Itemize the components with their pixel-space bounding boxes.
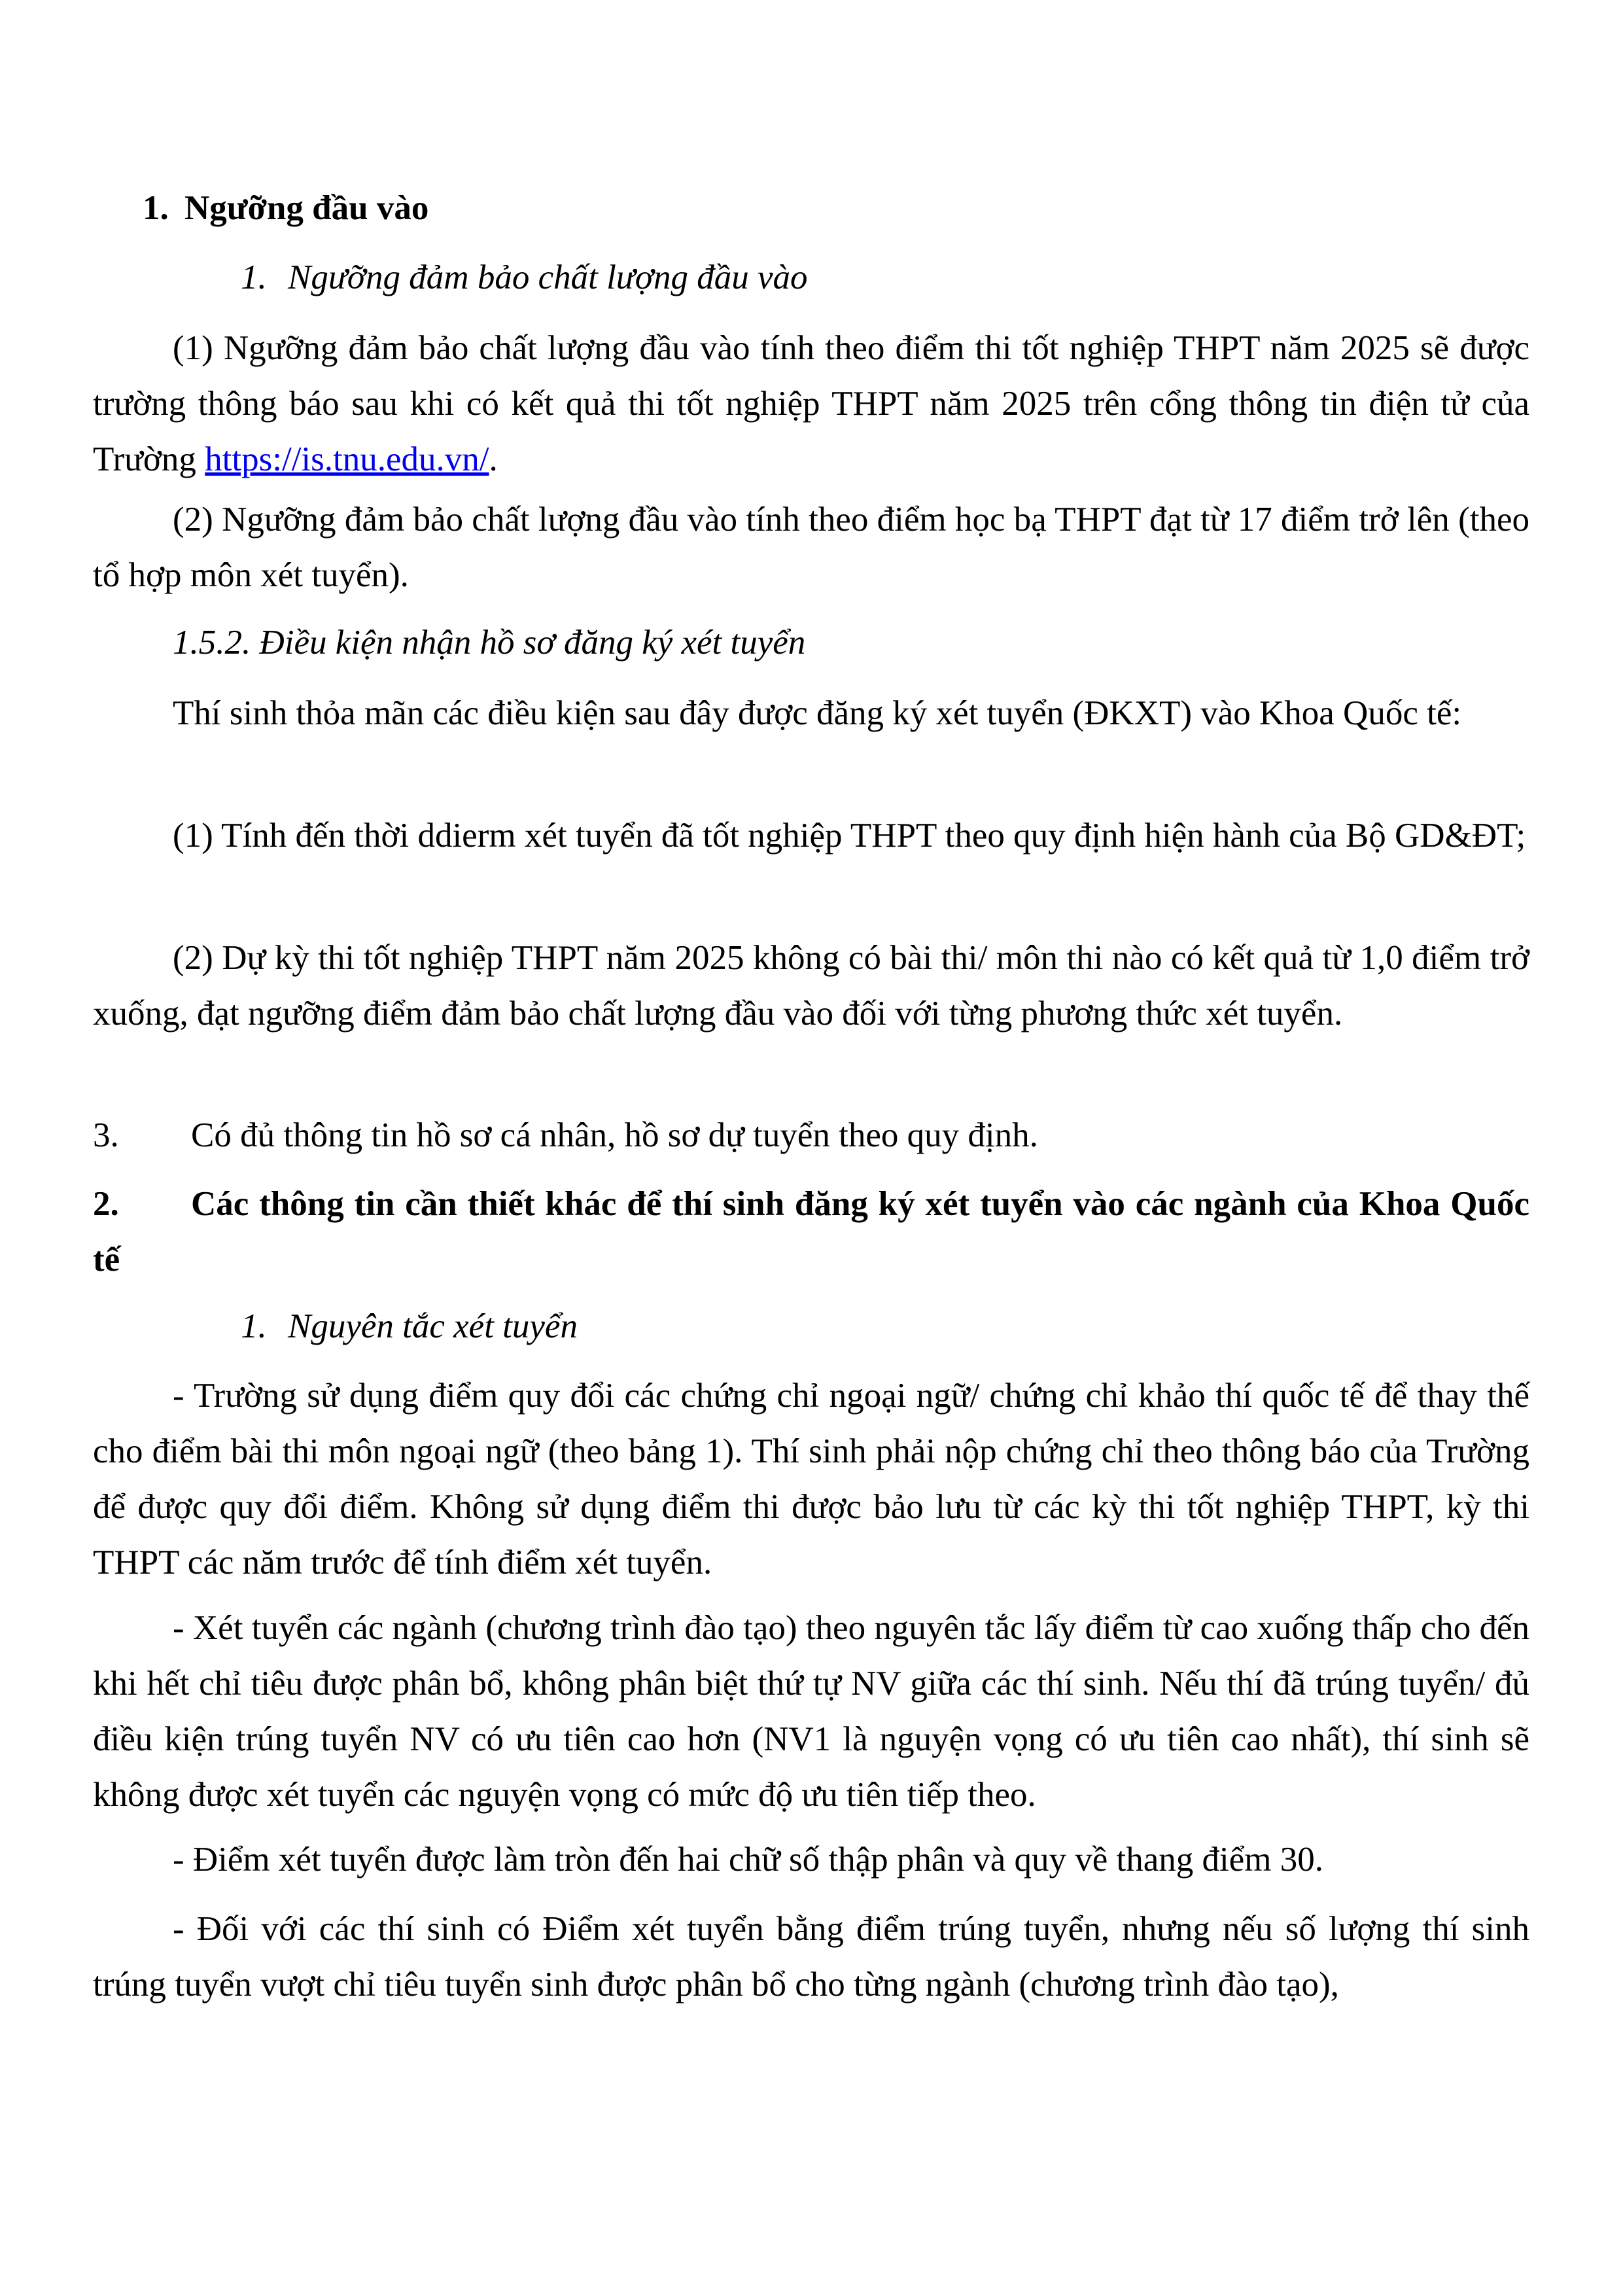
subheading-text: Ngưỡng đảm bảo chất lượng đầu vào <box>288 258 808 296</box>
paragraph-transcript-threshold: (2) Ngưỡng đảm bảo chất lượng đầu vào tính theo điểm học bạ THPT đạt từ 17 điểm trở lên (theo tổ hợp môn xét tuyển). <box>93 501 1529 594</box>
paragraph-exam-threshold <box>93 321 1529 487</box>
paragraph-eligibility-intro: Thí sinh thỏa mãn các điều kiện sau đây được đăng ký xét tuyển (ĐKXT) vào Khoa Quốc tế: <box>173 694 1462 732</box>
paragraph-language-certificates: - Trường sử dụng điểm quy đổi các chứng chỉ ngoại ngữ/ chứng chỉ khảo thí quốc tế để thay thế cho điểm bài thi môn ngoại ngữ (theo bảng 1). Thí sinh phải nộp chứng chỉ theo thông báo của Trường để được quy đổi điểm. Không sử dụng điểm thi được bảo lưu từ các kỳ thi tốt nghiệp THPT, kỳ thi THPT các năm trước để tính điểm xét tuyển. <box>93 1377 1529 1581</box>
paragraph-score-rounding: - Điểm xét tuyển được làm tròn đến hai chữ số thập phân và quy về thang điểm 30. <box>173 1841 1323 1879</box>
subheading-quality-threshold <box>241 250 1623 306</box>
paragraph-tie-break: - Đối với các thí sinh có Điểm xét tuyển bằng điểm trúng tuyển, nhưng nếu số lượng thí sinh trúng tuyển vượt chỉ tiêu tuyển sinh được phân bổ cho từng ngành (chương trình đào tạo), <box>93 1910 1529 2004</box>
subheading-text: Nguyên tắc xét tuyển <box>288 1307 578 1345</box>
list-item-number: 3. <box>93 1116 119 1154</box>
subheading-number: 1. <box>241 258 267 296</box>
heading-text: Các thông tin cần thiết khác để thí sinh đăng ký xét tuyển vào các ngành của Khoa Quốc tế <box>93 1185 1529 1279</box>
paragraph-text: (1) Ngưỡng đảm bảo chất lượng đầu vào tính theo điểm thi tốt nghiệp THPT năm 2025 sẽ được trường thông báo sau khi có kết quả thi tốt nghiệp THPT năm 2025 trên cổng thông tin điện tử của Trường <box>93 329 1529 478</box>
paragraph-condition-graduation: (1) Tính đến thời ddierm xét tuyển đã tốt nghiệp THPT theo quy định hiện hành của Bộ GD&ĐT; <box>173 817 1526 855</box>
heading-text: Ngưỡng đầu vào <box>184 189 429 227</box>
heading-input-threshold <box>143 181 1579 236</box>
heading-number: 2. <box>93 1185 119 1223</box>
subheading-number: 1. <box>241 1307 267 1345</box>
subheading-application-conditions: 1.5.2. Điều kiện nhận hồ sơ đăng ký xét tuyển <box>173 624 806 662</box>
list-item-documents <box>93 1108 1529 1163</box>
subheading-admission-principles <box>241 1299 1623 1354</box>
portal-link[interactable]: https://is.tnu.edu.vn/ <box>205 440 489 478</box>
paragraph-text-end: . <box>489 440 498 478</box>
heading-number: 1. <box>143 189 169 227</box>
paragraph-condition-exam: (2) Dự kỳ thi tốt nghiệp THPT năm 2025 không có bài thi/ môn thi nào có kết quả từ 1,0 điểm trở xuống, đạt ngưỡng điểm đảm bảo chất lượng đầu vào đối với từng phương thức xét tuyển. <box>93 939 1529 1033</box>
heading-other-information <box>93 1176 1529 1288</box>
list-item-text: Có đủ thông tin hồ sơ cá nhân, hồ sơ dự tuyển theo quy định. <box>191 1116 1038 1154</box>
paragraph-ranking-principle: - Xét tuyển các ngành (chương trình đào tạo) theo nguyên tắc lấy điểm từ cao xuống thấp cho đến khi hết chỉ tiêu được phân bổ, không phân biệt thứ tự NV giữa các thí sinh. Nếu thí đã trúng tuyển/ đủ điều kiện trúng tuyển NV có ưu tiên cao hơn (NV1 là nguyện vọng có ưu tiên cao nhất), thí sinh sẽ không được xét tuyển các nguyện vọng có mức độ ưu tiên tiếp theo. <box>93 1609 1529 1814</box>
